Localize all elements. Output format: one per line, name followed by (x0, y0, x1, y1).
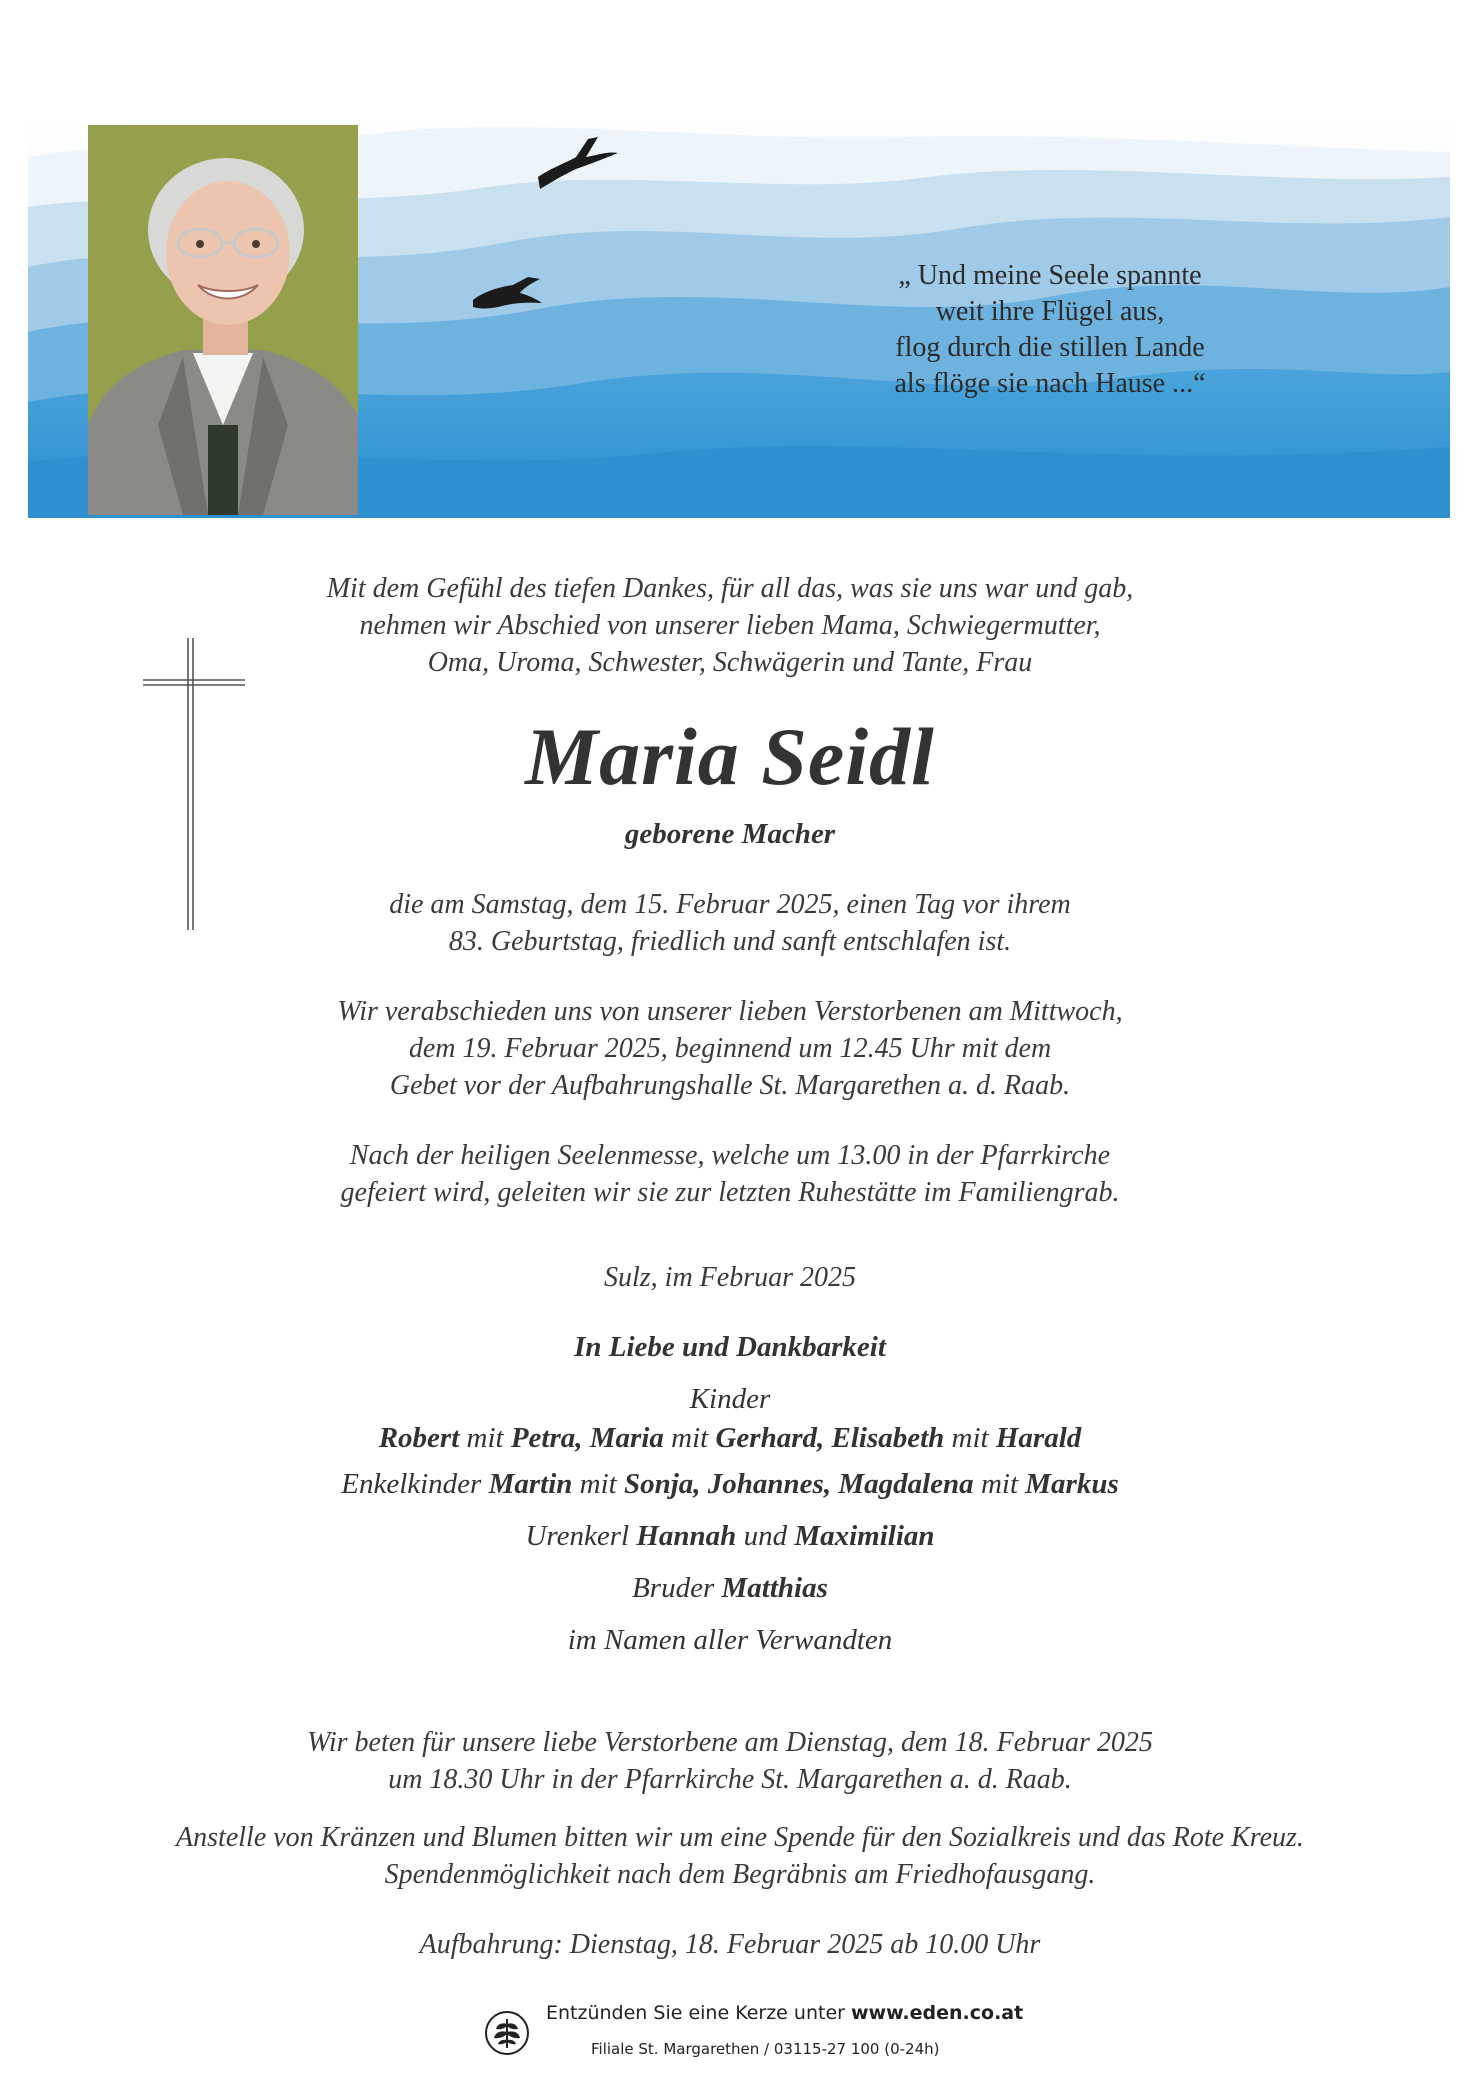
motto-line: „ Und meine Seele spannte (898, 260, 1202, 291)
place-date: Sulz, im Februar 2025 (604, 1262, 856, 1293)
footer (478, 2000, 1038, 2070)
family-row-kinder: Robert mit Petra, Maria mit Gerhard, Elisabeth mit Harald (378, 1422, 1082, 1454)
deceased-name: Maria Seidl (525, 711, 935, 802)
motto-line: weit ihre Flügel aus, (935, 296, 1165, 327)
intro-line: Oma, Uroma, Schwester, Schwägerin und Tante, Frau (427, 647, 1033, 678)
death-line: 83. Geburtstag, friedlich und sanft entschlafen ist. (448, 926, 1012, 957)
intro-text (80, 570, 1380, 681)
family-row-bruder: Bruder Matthias (632, 1572, 828, 1604)
closing-phrase: In Liebe und Dankbarkeit (574, 1331, 886, 1363)
mass-notice (80, 1137, 1380, 1211)
donation-notice (40, 1819, 1440, 1893)
farewell-line: dem 19. Februar 2025, beginnend um 12.45 Uhr mit dem (408, 1033, 1052, 1064)
intro-line: Mit dem Gefühl des tiefen Dankes, für all das, was sie uns war und gab, (326, 573, 1134, 604)
prayer-notice (80, 1724, 1380, 1798)
death-notice (80, 886, 1380, 960)
motto-line: als flöge sie nach Hause ...“ (894, 368, 1206, 399)
eden-tree-logo-icon (484, 2010, 530, 2056)
kinder-label: Kinder (689, 1383, 771, 1415)
intro-line: nehmen wir Abschied von unserer lieben Mama, Schwiegermutter, (359, 610, 1101, 641)
farewell-notice (80, 993, 1380, 1104)
family-row-urenkel: Urenkerl Hannah und Maximilian (525, 1520, 935, 1552)
family-list (80, 1380, 1380, 1666)
donation-line: Spendenmöglichkeit nach dem Begräbnis am Friedhofausgang. (384, 1859, 1096, 1890)
motto-quote (850, 258, 1250, 402)
branch-contact: Filiale St. Margarethen / 03115-27 100 (0-24h) (591, 2040, 940, 2058)
death-line: die am Samstag, dem 15. Februar 2025, einen Tag vor ihrem (389, 889, 1071, 920)
viewing-notice: Aufbahrung: Dienstag, 18. Februar 2025 ab 10.00 Uhr (419, 1929, 1041, 1960)
eden-link[interactable]: www.eden.co.at (850, 2002, 1024, 2024)
birth-name: geborene Macher (624, 818, 836, 850)
farewell-line: Gebet vor der Aufbahrungshalle St. Margarethen a. d. Raab. (389, 1070, 1071, 1101)
mass-line: Nach der heiligen Seelenmesse, welche um 13.00 in der Pfarrkirche (349, 1140, 1111, 1171)
family-row-relatives: im Namen aller Verwandten (567, 1624, 893, 1656)
candle-line: Entzünden Sie eine Kerze unter www.eden.co.at (546, 2002, 1024, 2024)
farewell-line: Wir verabschieden uns von unserer lieben Verstorbenen am Mittwoch, (337, 996, 1123, 1027)
prayer-line: Wir beten für unsere liebe Verstorbene am Dienstag, dem 18. Februar 2025 (307, 1727, 1153, 1758)
prayer-line: um 18.30 Uhr in der Pfarrkirche St. Margarethen a. d. Raab. (388, 1764, 1072, 1795)
motto-line: flog durch die stillen Lande (895, 332, 1205, 363)
mass-line: gefeiert wird, geleiten wir sie zur letzten Ruhestätte im Familiengrab. (340, 1177, 1120, 1208)
donation-line: Anstelle von Kränzen und Blumen bitten wir um eine Spende für den Sozialkreis und das Rote Kreuz. (176, 1822, 1304, 1853)
family-row-enkel: Enkelkinder Martin mit Sonja, Johannes, Magdalena mit Markus (341, 1468, 1119, 1500)
portrait-photo (88, 125, 358, 515)
portrait-image (88, 125, 358, 515)
